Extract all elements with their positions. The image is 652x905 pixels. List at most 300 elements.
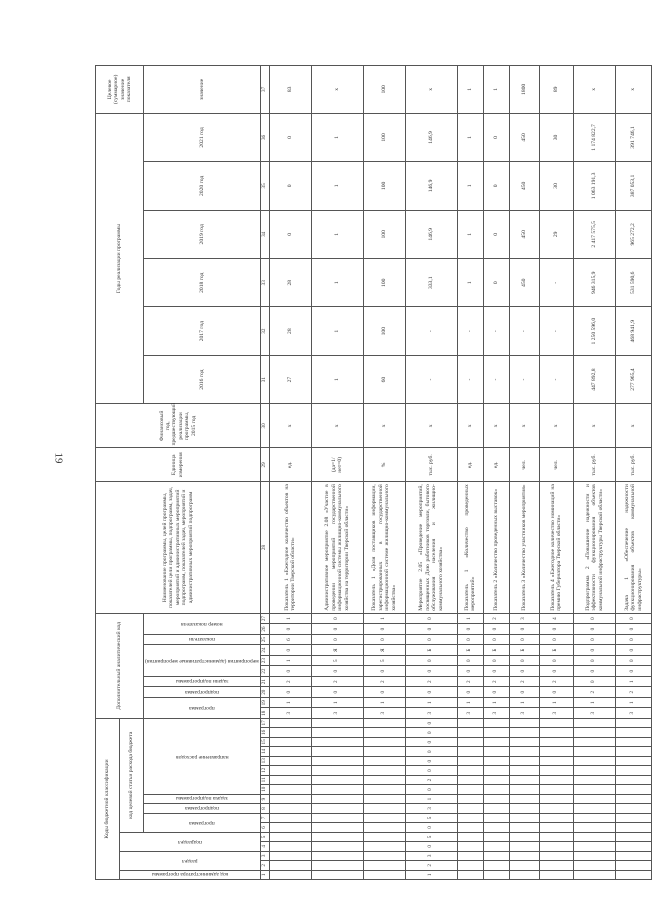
header-an-program: программа — [189, 705, 215, 712]
header-an-measure: мероприятия (административные мероприятия) — [145, 657, 259, 664]
budget-code-digit — [311, 737, 363, 746]
budget-code-digit — [573, 756, 615, 765]
budget-code-digit — [539, 861, 573, 870]
header-podrazdel: подраздел — [177, 838, 202, 845]
budget-code-digit — [509, 766, 539, 775]
table-row — [539, 66, 573, 880]
analytic-code-digit: 0 — [483, 666, 509, 677]
row-year-value: 1 — [311, 113, 363, 161]
analytic-code-digit: 0 — [573, 634, 615, 645]
budget-code-digit — [483, 842, 509, 851]
budget-code-digit — [269, 861, 311, 870]
budget-code-digit — [573, 747, 615, 756]
header-2021: 2021 год — [144, 113, 261, 161]
budget-code-digit — [615, 823, 651, 832]
table-body — [269, 66, 651, 880]
analytic-code-digit: 1 — [363, 613, 405, 624]
budget-code-digit — [363, 823, 405, 832]
budget-code-digit — [509, 823, 539, 832]
budget-code-digit — [483, 718, 509, 728]
analytic-code-digit: 0 — [405, 624, 457, 635]
column-number: 15 — [260, 737, 269, 746]
header-budget-codes: Коды бюджетной классификации — [96, 718, 120, 879]
header-subprogram: подпрограмма — [184, 804, 219, 811]
analytic-code-digit: 1 — [405, 697, 457, 708]
budget-code-digit — [363, 861, 405, 870]
analytic-code-digit: Б — [509, 645, 539, 656]
budget-code-digit — [573, 813, 615, 822]
analytic-code-digit: 3 — [539, 708, 573, 719]
analytic-code-digit: 1 — [269, 655, 311, 666]
table-row — [573, 66, 615, 880]
analytic-code-digit: 0 — [269, 687, 311, 698]
budget-code-digit — [311, 775, 363, 784]
analytic-code-digit: 0 — [509, 634, 539, 645]
analytic-code-digit: 1 — [539, 697, 573, 708]
row-year-value: 1 — [311, 210, 363, 258]
analytic-code-digit: 2 — [311, 676, 363, 687]
row-year-value: - — [457, 307, 483, 355]
row-fin-year: x — [363, 404, 405, 448]
row-year-value: - — [457, 355, 483, 403]
analytic-code-digit: 3 — [509, 708, 539, 719]
row-year-value: 28 — [269, 259, 311, 307]
budget-code-digit — [311, 794, 363, 803]
budget-code-digit — [363, 766, 405, 775]
analytic-code-digit: 0 — [539, 687, 573, 698]
analytic-code-digit: 3 — [363, 708, 405, 719]
analytic-code-digit: 1 — [509, 697, 539, 708]
row-fin-year: x — [573, 404, 615, 448]
row-unit: тыс. руб. — [405, 448, 457, 482]
table-row — [615, 66, 651, 880]
budget-code-digit — [509, 870, 539, 879]
header-an-indicator: показатели — [188, 636, 215, 643]
budget-code-digit — [509, 832, 539, 841]
row-year-value: 1 250 596,0 — [573, 307, 615, 355]
row-year-value: 28 — [269, 307, 311, 355]
budget-code-digit — [483, 861, 509, 870]
budget-code-digit — [483, 766, 509, 775]
budget-code-digit: 0 — [405, 823, 457, 832]
budget-code-digit — [311, 823, 363, 832]
column-number: 10 — [260, 785, 269, 794]
budget-code-digit — [483, 813, 509, 822]
budget-code-digit — [483, 832, 509, 841]
header-fin-year: Финансовый год, предшествующий реализации программы, 2015 год — [96, 404, 261, 448]
budget-code-digit — [615, 851, 651, 860]
budget-code-digit — [509, 737, 539, 746]
row-unit: тыс. руб. — [615, 448, 651, 482]
row-fin-year: x — [539, 404, 573, 448]
row-unit: чел. — [509, 448, 539, 482]
budget-code-digit: 0 — [405, 737, 457, 746]
header-years: Годы реализации программы — [96, 113, 144, 404]
budget-code-digit: 2 — [405, 775, 457, 784]
budget-code-digit — [269, 718, 311, 728]
budget-code-digit — [457, 728, 483, 737]
row-target-value: 1 — [457, 66, 483, 114]
row-year-value: 277 965,4 — [615, 355, 651, 403]
budget-code-digit — [509, 861, 539, 870]
row-name: Показатель 1 «Ежегодное количество объектов на территории Тверской области» — [269, 482, 311, 614]
row-year-value: 1 — [311, 355, 363, 403]
analytic-code-digit: 0 — [311, 624, 363, 635]
budget-code-digit — [539, 813, 573, 822]
row-year-value: 946 315,9 — [573, 259, 615, 307]
analytic-code-digit: 1 — [363, 697, 405, 708]
budget-code-digit — [573, 775, 615, 784]
row-year-value: 1 — [457, 210, 483, 258]
row-year-value: 100 — [363, 307, 405, 355]
header-razdel: раздел — [182, 857, 198, 864]
row-fin-year: x — [405, 404, 457, 448]
row-year-value: 468 941,9 — [615, 307, 651, 355]
budget-code-digit — [615, 747, 651, 756]
budget-code-digit — [269, 747, 311, 756]
budget-code-digit — [509, 728, 539, 737]
row-year-value: - — [509, 307, 539, 355]
analytic-code-digit: 0 — [457, 655, 483, 666]
row-year-value: 1 — [311, 259, 363, 307]
analytic-code-digit: 0 — [457, 634, 483, 645]
row-name: Показатель 4 «Ежегодное количество номинаций на премию Губернатора Тверской области» — [539, 482, 573, 614]
column-number: 32 — [260, 307, 269, 355]
row-year-value: 0 — [269, 113, 311, 161]
analytic-code-digit: 5 — [363, 655, 405, 666]
analytic-code-digit: Б — [539, 645, 573, 656]
column-number: 30 — [260, 404, 269, 448]
row-fin-year: x — [457, 404, 483, 448]
budget-code-digit — [539, 766, 573, 775]
analytic-code-digit: 2 — [405, 676, 457, 687]
budget-code-digit — [363, 718, 405, 728]
row-year-value: 100 — [363, 113, 405, 161]
row-unit: ед. — [457, 448, 483, 482]
budget-code-digit — [311, 728, 363, 737]
column-number: 5 — [260, 832, 269, 841]
analytic-code-digit: 1 — [311, 697, 363, 708]
header-2019: 2019 год — [144, 210, 261, 258]
budget-code-digit — [311, 813, 363, 822]
budget-code-digit — [573, 832, 615, 841]
budget-code-digit — [483, 737, 509, 746]
column-number: 3 — [260, 851, 269, 860]
column-number: 11 — [260, 775, 269, 784]
budget-code-digit — [509, 813, 539, 822]
row-fin-year: x — [311, 404, 363, 448]
column-number: 36 — [260, 113, 269, 161]
analytic-code-digit: Б — [457, 645, 483, 656]
row-name: Административное мероприятие 2.08 «Участие в проведении мероприятий государственной информационной системы жилищно-коммунального хозяйства на территории Тверской области» — [311, 482, 363, 614]
budget-code-digit — [311, 804, 363, 813]
budget-code-digit — [457, 794, 483, 803]
header-program: программа — [189, 819, 215, 826]
row-year-value: 100 — [363, 259, 405, 307]
budget-code-digit — [311, 785, 363, 794]
analytic-code-digit: Я — [363, 645, 405, 656]
budget-code-digit — [483, 775, 509, 784]
row-year-value: 450 — [509, 210, 539, 258]
budget-code-digit — [539, 823, 573, 832]
analytic-code-digit: 0 — [405, 655, 457, 666]
header-name-column: Наименование программы, целей программы, показателей цели программы, подпрограмм, задач, мероприятий и административных мероприятий подпрограмм, показателей задач, мероприятий и административных мероприятий подпрограмм — [96, 482, 261, 614]
row-name: Показатель 1 «Доля поставщиков информации, зарегистрированных в государственной информационной системе жилищно-коммунального хозяйства» — [363, 482, 405, 614]
budget-code-digit — [539, 785, 573, 794]
analytic-code-digit: 0 — [483, 624, 509, 635]
analytic-code-digit: 0 — [573, 666, 615, 677]
budget-code-digit — [539, 747, 573, 756]
analytic-code-digit: 0 — [363, 634, 405, 645]
analytic-code-digit: 0 — [509, 624, 539, 635]
analytic-code-digit: 3 — [311, 708, 363, 719]
column-number: 16 — [260, 728, 269, 737]
analytic-code-digit: 1 — [457, 697, 483, 708]
budget-code-digit — [269, 870, 311, 879]
budget-code-digit — [539, 756, 573, 765]
column-number: 2 — [260, 861, 269, 870]
analytic-code-digit: 2 — [483, 613, 509, 624]
column-number: 28 — [260, 482, 269, 614]
program-table — [95, 65, 652, 880]
budget-code-digit: 0 — [405, 728, 457, 737]
analytic-code-digit: 0 — [539, 655, 573, 666]
analytic-code-digit: 1 — [615, 676, 651, 687]
row-year-value: 387 053,1 — [615, 162, 651, 210]
row-year-value: 391 746,1 — [615, 113, 651, 161]
analytic-code-digit: 0 — [615, 624, 651, 635]
budget-code-digit — [457, 737, 483, 746]
analytic-code-digit: 3 — [269, 708, 311, 719]
row-name: Задача 1 «Обеспечение надежности функционирования объектов коммунальной инфраструктуры» — [615, 482, 651, 614]
budget-code-digit — [269, 851, 311, 860]
budget-code-digit — [615, 842, 651, 851]
budget-code-digit: 2 — [405, 861, 457, 870]
budget-code-digit: 0 — [405, 718, 457, 728]
budget-code-digit — [539, 775, 573, 784]
analytic-code-digit: 2 — [457, 676, 483, 687]
budget-code-digit — [573, 728, 615, 737]
column-number: 8 — [260, 804, 269, 813]
row-year-value: 29 — [539, 210, 573, 258]
row-year-value: 27 — [269, 355, 311, 403]
budget-code-digit — [509, 851, 539, 860]
analytic-code-digit: 0 — [573, 645, 615, 656]
column-number: 24 — [260, 645, 269, 656]
row-year-value: 100 — [363, 210, 405, 258]
analytic-code-digit: Б — [483, 645, 509, 656]
budget-code-digit — [615, 756, 651, 765]
analytic-code-digit: 0 — [615, 634, 651, 645]
row-year-value: 531 590,6 — [615, 259, 651, 307]
budget-code-digit — [615, 861, 651, 870]
row-target-value: x — [311, 66, 363, 114]
header-admin-code: код администратора программы — [151, 871, 228, 877]
budget-code-digit — [509, 804, 539, 813]
column-number: 21 — [260, 676, 269, 687]
budget-code-digit — [363, 870, 405, 879]
budget-code-digit — [615, 766, 651, 775]
row-unit: (да=1/нет=0) — [311, 448, 363, 482]
budget-code-digit — [457, 804, 483, 813]
page-number: 19 — [52, 452, 65, 464]
header-direction: направление расходов — [175, 753, 229, 760]
column-number: 22 — [260, 666, 269, 677]
row-unit: ед. — [269, 448, 311, 482]
row-year-value: 0 — [483, 210, 509, 258]
analytic-code-digit: 0 — [405, 666, 457, 677]
row-year-value: - — [509, 355, 539, 403]
budget-code-digit: 5 — [405, 832, 457, 841]
budget-code-digit — [269, 804, 311, 813]
row-year-value: - — [483, 355, 509, 403]
budget-code-digit — [311, 718, 363, 728]
budget-code-digit — [311, 842, 363, 851]
budget-code-digit — [483, 804, 509, 813]
budget-code-digit — [363, 842, 405, 851]
analytic-code-digit: 2 — [269, 676, 311, 687]
budget-code-digit — [573, 823, 615, 832]
budget-code-digit — [615, 718, 651, 728]
row-year-value: 1 174 822,7 — [573, 113, 615, 161]
analytic-code-digit: 0 — [269, 645, 311, 656]
budget-code-digit — [539, 804, 573, 813]
row-year-value: - — [539, 307, 573, 355]
analytic-code-digit: 0 — [615, 655, 651, 666]
row-name: Показатель 2 «Количество проведенных выставок» — [483, 482, 509, 614]
analytic-code-digit: 0 — [405, 687, 457, 698]
header-target-article: код целевой статьи расхода бюджета — [120, 718, 144, 832]
budget-code-digit — [483, 728, 509, 737]
budget-code-digit — [363, 832, 405, 841]
analytic-code-digit: 3 — [573, 708, 615, 719]
header-an-subprogram: подпрограмма — [184, 688, 219, 695]
row-fin-year: x — [269, 404, 311, 448]
budget-code-digit: 3 — [405, 851, 457, 860]
budget-code-digit — [311, 851, 363, 860]
budget-code-digit — [573, 842, 615, 851]
analytic-code-digit: 0 — [509, 655, 539, 666]
header-target: Целевое (суммарное) значение показателя — [96, 66, 144, 114]
budget-code-digit — [483, 747, 509, 756]
analytic-code-digit: 0 — [405, 634, 457, 645]
analytic-code-digit: 0 — [311, 634, 363, 645]
budget-code-digit — [457, 747, 483, 756]
analytic-code-digit: 0 — [615, 613, 651, 624]
row-year-value: 1 — [457, 259, 483, 307]
row-year-value: 146,9 — [405, 113, 457, 161]
analytic-code-digit: 1 — [615, 697, 651, 708]
analytic-code-digit: 0 — [573, 613, 615, 624]
budget-code-digit — [615, 785, 651, 794]
budget-code-digit — [457, 785, 483, 794]
budget-code-digit — [363, 737, 405, 746]
budget-code-digit — [539, 718, 573, 728]
analytic-code-digit: 0 — [269, 624, 311, 635]
budget-code-digit — [573, 718, 615, 728]
analytic-code-digit: 3 — [615, 708, 651, 719]
row-year-value: 0 — [483, 259, 509, 307]
analytic-code-digit: 6 — [269, 634, 311, 645]
column-number: 18 — [260, 708, 269, 719]
row-fin-year: x — [483, 404, 509, 448]
budget-code-digit — [615, 794, 651, 803]
row-year-value: 1 — [457, 162, 483, 210]
budget-code-digit — [573, 766, 615, 775]
budget-code-digit — [457, 756, 483, 765]
analytic-code-digit: 4 — [539, 613, 573, 624]
budget-code-digit — [539, 870, 573, 879]
row-year-value: 1 063 191,3 — [573, 162, 615, 210]
analytic-code-digit: 0 — [483, 655, 509, 666]
analytic-code-digit: Я — [311, 645, 363, 656]
analytic-code-digit: 1 — [269, 697, 311, 708]
budget-code-digit — [539, 794, 573, 803]
budget-code-digit — [483, 823, 509, 832]
budget-code-digit — [509, 794, 539, 803]
budget-code-digit: 1 — [405, 870, 457, 879]
table-row — [509, 66, 539, 880]
budget-code-digit — [615, 813, 651, 822]
budget-code-digit — [363, 785, 405, 794]
row-year-value: 2 417 575,5 — [573, 210, 615, 258]
column-number: 34 — [260, 210, 269, 258]
budget-code-digit — [457, 832, 483, 841]
analytic-code-digit: 0 — [363, 666, 405, 677]
budget-code-digit — [363, 794, 405, 803]
row-year-value: 333,1 — [405, 259, 457, 307]
analytic-code-digit: 2 — [539, 676, 573, 687]
budget-code-digit — [269, 785, 311, 794]
budget-code-digit — [363, 728, 405, 737]
budget-code-digit — [539, 832, 573, 841]
row-name: Показатель 1 «Количество проведенных мероприятий» — [457, 482, 483, 614]
budget-code-digit — [615, 804, 651, 813]
analytic-code-digit: 0 — [483, 634, 509, 645]
analytic-code-digit: 3 — [483, 708, 509, 719]
budget-code-digit — [269, 842, 311, 851]
row-target-value: 1800 — [509, 66, 539, 114]
program-table-sheet — [95, 65, 643, 880]
table-row — [483, 66, 509, 880]
header-2020: 2020 год — [144, 162, 261, 210]
analytic-code-digit: 2 — [509, 676, 539, 687]
analytic-code-digit: 1 — [573, 697, 615, 708]
row-year-value: 450 — [509, 259, 539, 307]
column-number: 20 — [260, 687, 269, 698]
table-row — [269, 66, 311, 880]
row-name: Мероприятие 2.05 «Проведение мероприятий, посвященных Дню работников торговли, бытового обслуживания населения и жилищно-коммунального хозяйства» — [405, 482, 457, 614]
budget-code-digit — [311, 756, 363, 765]
budget-code-digit — [269, 737, 311, 746]
budget-code-digit — [483, 870, 509, 879]
column-number: 37 — [260, 66, 269, 114]
budget-code-digit — [269, 728, 311, 737]
row-year-value: 30 — [539, 113, 573, 161]
budget-code-digit — [539, 728, 573, 737]
row-year-value: 0 — [483, 162, 509, 210]
budget-code-digit — [457, 851, 483, 860]
budget-code-digit — [615, 832, 651, 841]
row-target-value: 83 — [269, 66, 311, 114]
budget-code-digit — [483, 851, 509, 860]
budget-code-digit — [573, 851, 615, 860]
budget-code-digit — [457, 870, 483, 879]
analytic-code-digit: 0 — [311, 687, 363, 698]
budget-code-digit — [363, 756, 405, 765]
column-number: 1 — [260, 870, 269, 879]
analytic-code-digit: 0 — [405, 613, 457, 624]
